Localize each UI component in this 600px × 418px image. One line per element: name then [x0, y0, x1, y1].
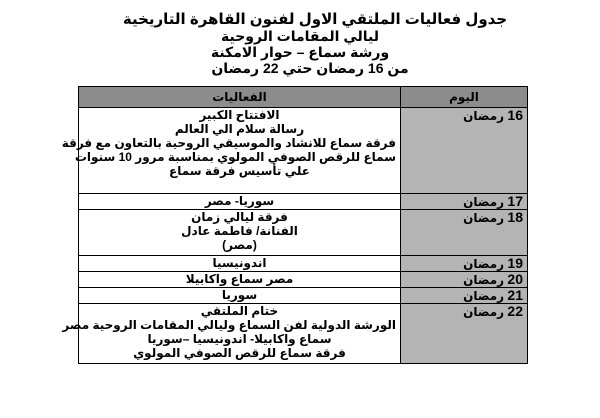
day-number: 18	[507, 209, 523, 225]
day-cell	[401, 272, 528, 288]
activity-line: فرقة ليالي زمان	[191, 210, 288, 224]
workshop-title: ورشة سماع – حوار الامكنة	[210, 44, 390, 60]
day-cell	[401, 288, 528, 304]
day-month: رمضان	[463, 211, 505, 225]
day-month: رمضان	[463, 305, 505, 319]
activity-line: فرقة سماع للرقص الصوفي المولوي	[133, 346, 346, 360]
day-month: رمضان	[463, 109, 505, 123]
activities-cell	[62, 304, 401, 364]
schedule-table	[61, 86, 528, 364]
activities-column-header: الفعاليات	[79, 87, 401, 108]
document-title: جدول فعاليات الملتقي الاول لفنون القاهرة التاريخية	[122, 11, 508, 28]
activity-line: اندونيسيا	[212, 256, 267, 270]
day-number: 19	[507, 255, 523, 271]
day-column-header: اليوم	[401, 87, 528, 108]
activity-line: سماع واكابيلا- اندونيسيا –سوريا	[147, 332, 332, 346]
day-month: رمضان	[463, 273, 505, 287]
day-cell	[401, 210, 528, 256]
table-row	[79, 256, 528, 272]
day-number: 21	[507, 287, 523, 303]
activity-line: الفنانة/ فاطمة عادل	[181, 224, 298, 238]
activity-line: سوريا- مصر	[204, 194, 275, 208]
day-number: 20	[507, 271, 523, 287]
table-row	[79, 210, 528, 256]
day-cell	[401, 194, 528, 210]
activity-line: مصر سماع واكابيلا	[185, 272, 294, 286]
day-number: 22	[507, 303, 523, 319]
activities-cell	[61, 108, 401, 194]
activity-line: علي تأسيس فرقة سماع	[169, 164, 310, 178]
table-header-row	[79, 87, 528, 108]
table-row	[79, 194, 528, 210]
date-range: من 16 رمضان حتي 22 رمضان	[211, 60, 409, 76]
document-header	[0, 12, 600, 76]
day-number: 16	[507, 107, 523, 123]
activities-cell	[79, 256, 401, 272]
table-row	[79, 288, 528, 304]
activity-line: ختام الملتقي	[200, 304, 279, 318]
table-row	[79, 304, 528, 364]
day-month: رمضان	[463, 195, 505, 209]
day-month: رمضان	[463, 257, 505, 271]
activities-cell	[79, 210, 401, 256]
activity-line: سماع للرقص الصوفي المولوي بمناسبة مرور 10 سنوات	[74, 150, 396, 164]
activity-line: فرقة سماع للانشاد والموسيقي الروحية بالتعاون مع فرقة	[61, 136, 396, 150]
table-row	[79, 272, 528, 288]
day-cell	[401, 304, 528, 364]
activity-line: رسالة سلام الي العالم	[174, 122, 305, 136]
activity-line: الورشة الدولية لفن السماع وليالي المقامات الروحية مصر	[62, 318, 396, 332]
activity-line: سوريا	[221, 288, 258, 302]
day-month: رمضان	[463, 289, 505, 303]
activities-cell	[79, 194, 401, 210]
day-cell	[401, 108, 528, 194]
activities-cell	[79, 288, 401, 304]
activity-line: الافتتاح الكبير	[199, 108, 280, 122]
activity-line: (مصر)	[222, 238, 257, 252]
day-cell	[401, 256, 528, 272]
document-subtitle: ليالي المقامات الروحية	[221, 28, 379, 44]
day-number: 17	[507, 193, 523, 209]
activities-cell	[79, 272, 401, 288]
table-row	[79, 108, 528, 194]
